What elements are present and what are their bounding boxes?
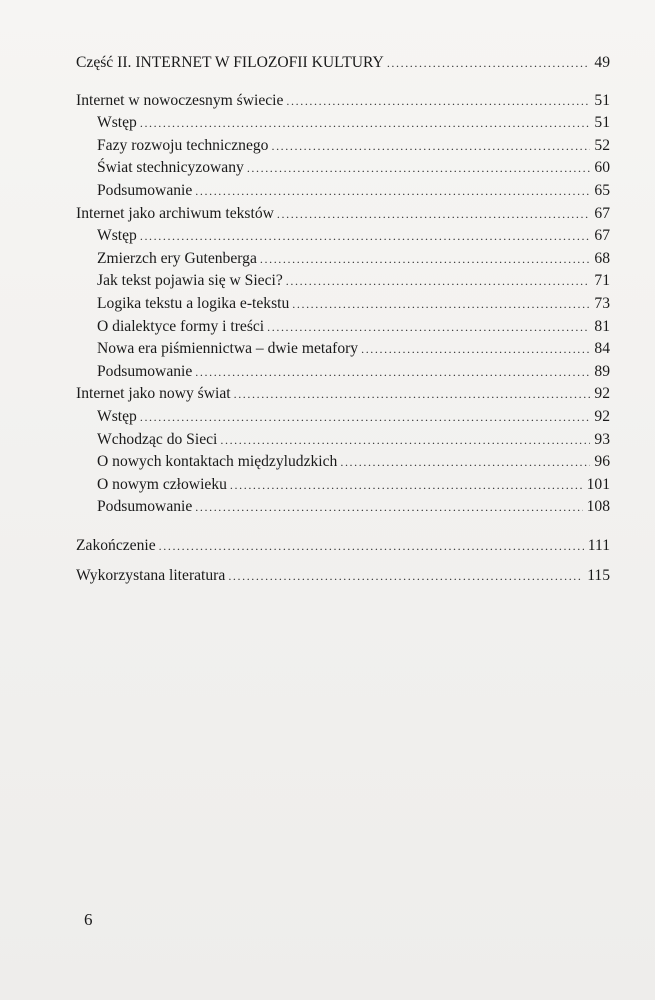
dot-leader	[277, 203, 591, 226]
toc-page-number: 108	[586, 498, 610, 516]
toc-page-number: 81	[594, 317, 610, 335]
dot-leader	[228, 565, 583, 588]
toc-entry-title: Wstęp	[97, 114, 137, 132]
toc-chapter	[76, 90, 610, 113]
toc-page-number: 111	[587, 536, 610, 554]
toc-page-number: 52	[594, 136, 610, 154]
toc-entry-title: Fazy rozwoju technicznego	[97, 136, 269, 154]
toc-section	[76, 225, 610, 248]
toc-entry-title: Wstęp	[97, 407, 137, 425]
toc-section	[76, 406, 610, 429]
dot-leader	[271, 135, 590, 158]
dot-leader	[140, 112, 591, 135]
toc-entry-title: Część II. INTERNET W FILOZOFII KULTURY	[76, 54, 384, 71]
dot-leader	[195, 361, 590, 384]
toc-chapter	[76, 203, 610, 226]
toc-entry-title: Jak tekst pojawia się w Sieci?	[97, 272, 283, 290]
toc-page-number: 67	[594, 204, 610, 222]
toc-section	[76, 338, 610, 361]
toc-page-number: 92	[594, 407, 610, 425]
toc-page-number: 92	[594, 385, 610, 403]
toc-page-number: 115	[587, 567, 610, 585]
toc-entry-title: Internet jako nowy świat	[76, 385, 231, 403]
toc-entry-title: Podsumowanie	[97, 181, 193, 199]
dot-leader	[267, 316, 590, 339]
toc-entry-title: Podsumowanie	[97, 498, 193, 516]
toc-entry-title: O nowym człowieku	[97, 475, 227, 493]
dot-leader	[361, 338, 590, 361]
toc-page-number: 49	[594, 54, 610, 71]
toc-entry-title: Logika tekstu a logika e-tekstu	[97, 294, 290, 312]
toc-section	[76, 135, 610, 158]
dot-leader	[195, 496, 582, 519]
toc-page-number: 101	[586, 475, 610, 493]
toc-entry-title: Zmierzch ery Gutenberga	[97, 249, 257, 267]
toc-section	[76, 451, 610, 474]
toc-section	[76, 474, 610, 497]
toc-page-number: 73	[594, 294, 610, 312]
toc-section	[76, 180, 610, 203]
dot-leader	[387, 52, 591, 75]
dot-leader	[230, 474, 583, 497]
toc-page-number: 71	[594, 272, 610, 290]
dot-leader	[247, 157, 591, 180]
dot-leader	[159, 535, 584, 558]
toc-section	[76, 157, 610, 180]
toc-entry-title: Internet w nowoczesnym świecie	[76, 91, 284, 109]
toc-section	[76, 248, 610, 271]
toc-section	[76, 112, 610, 135]
toc-page-number: 84	[594, 340, 610, 358]
toc-entry-title: O dialektyce formy i treści	[97, 317, 265, 335]
toc-entry-title: Świat stechnicyzowany	[97, 159, 244, 177]
dot-leader	[234, 383, 591, 406]
toc-part-heading	[76, 52, 610, 75]
dot-leader	[286, 270, 591, 293]
toc-page-number: 68	[594, 249, 610, 267]
toc-entry-title: Wykorzystana literatura	[76, 567, 226, 585]
dot-leader	[292, 293, 590, 316]
toc-page-number: 65	[594, 181, 610, 199]
toc-section	[76, 429, 610, 452]
toc-section	[76, 496, 610, 519]
dot-leader	[260, 248, 591, 271]
toc-literature	[76, 565, 610, 588]
toc-page-number: 67	[594, 227, 610, 245]
dot-leader	[140, 406, 591, 429]
toc-entry-title: O nowych kontaktach międzyludzkich	[97, 453, 338, 471]
toc-section	[76, 361, 610, 384]
dot-leader	[195, 180, 590, 203]
toc-page-number: 89	[594, 362, 610, 380]
toc-page-number: 60	[594, 159, 610, 177]
table-of-contents	[76, 52, 610, 588]
toc-section	[76, 316, 610, 339]
toc-entry-title: Wstęp	[97, 227, 137, 245]
dot-leader	[140, 225, 591, 248]
toc-entry-title: Zakończenie	[76, 536, 156, 554]
toc-ending	[76, 535, 610, 558]
dot-leader	[340, 451, 590, 474]
toc-section	[76, 270, 610, 293]
dot-leader	[220, 429, 590, 452]
toc-page-number: 96	[594, 453, 610, 471]
toc-chapter	[76, 383, 610, 406]
toc-entry-title: Nowa era piśmiennictwa – dwie metafory	[97, 340, 359, 358]
toc-entry-title: Podsumowanie	[97, 362, 193, 380]
toc-entry-title: Internet jako archiwum tekstów	[76, 204, 274, 222]
toc-entry-title: Wchodząc do Sieci	[97, 430, 218, 448]
toc-section	[76, 293, 610, 316]
toc-page-number: 93	[594, 430, 610, 448]
page-folio-number: 6	[84, 910, 93, 929]
toc-page-number: 51	[594, 114, 610, 132]
dot-leader	[286, 90, 590, 113]
toc-page-number: 51	[594, 91, 610, 109]
